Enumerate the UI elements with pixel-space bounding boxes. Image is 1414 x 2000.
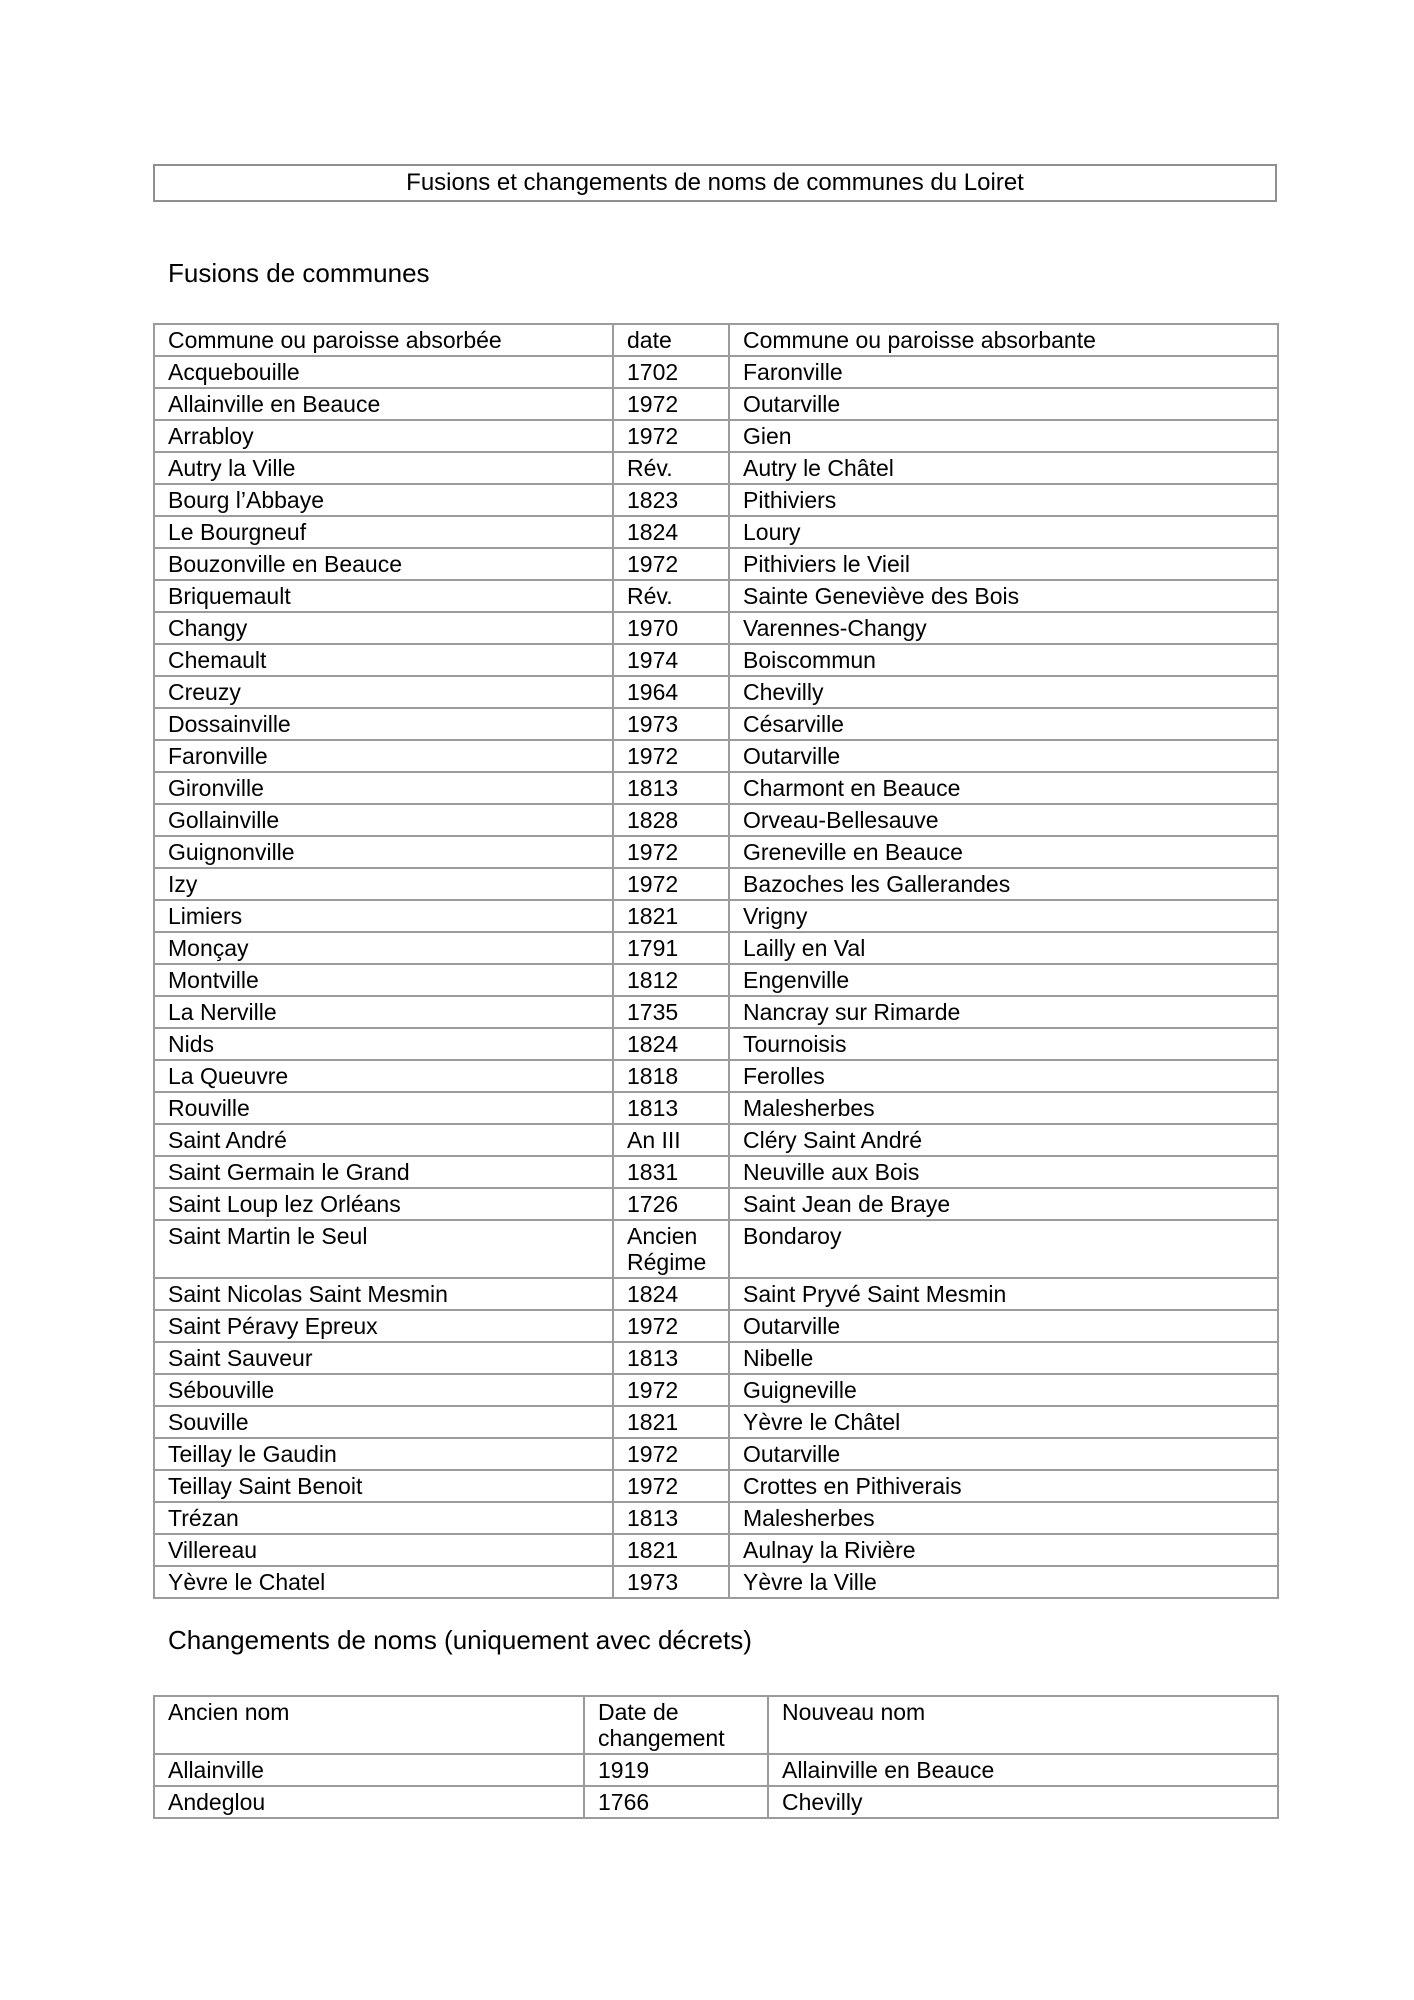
table-cell: Monçay bbox=[154, 932, 613, 964]
table-cell: Acquebouille bbox=[154, 356, 613, 388]
table-cell: Yèvre le Châtel bbox=[729, 1406, 1278, 1438]
table-cell: La Queuvre bbox=[154, 1060, 613, 1092]
table-row bbox=[154, 1754, 1278, 1786]
table-row bbox=[154, 1060, 1278, 1092]
table-cell: Engenville bbox=[729, 964, 1278, 996]
table-cell: Arrabloy bbox=[154, 420, 613, 452]
table-cell: Briquemault bbox=[154, 580, 613, 612]
section-heading-fusions: Fusions de communes bbox=[168, 258, 430, 288]
table-cell: Bazoches les Gallerandes bbox=[729, 868, 1278, 900]
table-cell: Saint Germain le Grand bbox=[154, 1156, 613, 1188]
table-cell: Autry le Châtel bbox=[729, 452, 1278, 484]
table-cell: Creuzy bbox=[154, 676, 613, 708]
table-cell: Gollainville bbox=[154, 804, 613, 836]
table-row bbox=[154, 484, 1278, 516]
table-cell: Saint Péravy Epreux bbox=[154, 1310, 613, 1342]
table-cell: 1972 bbox=[613, 868, 729, 900]
table-cell: Izy bbox=[154, 868, 613, 900]
table-row bbox=[154, 1374, 1278, 1406]
table-cell: Limiers bbox=[154, 900, 613, 932]
table-cell: Lailly en Val bbox=[729, 932, 1278, 964]
section-heading-changements: Changements de noms (uniquement avec décrets) bbox=[168, 1625, 752, 1655]
table-cell: Gironville bbox=[154, 772, 613, 804]
table-cell: Outarville bbox=[729, 1310, 1278, 1342]
document-title: Fusions et changements de noms de communes du Loiret bbox=[406, 169, 1024, 196]
table-row bbox=[154, 996, 1278, 1028]
table-cell: Bouzonville en Beauce bbox=[154, 548, 613, 580]
table-cell: 1972 bbox=[613, 1470, 729, 1502]
table-row bbox=[154, 1028, 1278, 1060]
table-row bbox=[154, 1124, 1278, 1156]
table-row bbox=[154, 580, 1278, 612]
table-cell: Chevilly bbox=[768, 1786, 1278, 1818]
column-header-change-date: Date de changement bbox=[584, 1696, 768, 1754]
table-row bbox=[154, 1406, 1278, 1438]
table-cell: 1972 bbox=[613, 1438, 729, 1470]
table-cell: 1974 bbox=[613, 644, 729, 676]
table-cell: Rouville bbox=[154, 1092, 613, 1124]
table-cell: 1972 bbox=[613, 420, 729, 452]
table-cell: Outarville bbox=[729, 740, 1278, 772]
table-cell: Outarville bbox=[729, 1438, 1278, 1470]
table-row bbox=[154, 548, 1278, 580]
table-row bbox=[154, 1310, 1278, 1342]
table-cell: 1813 bbox=[613, 772, 729, 804]
table-cell: 1970 bbox=[613, 612, 729, 644]
table-cell: 1824 bbox=[613, 1278, 729, 1310]
table-row bbox=[154, 644, 1278, 676]
table-cell: Saint Nicolas Saint Mesmin bbox=[154, 1278, 613, 1310]
table-cell: Saint Pryvé Saint Mesmin bbox=[729, 1278, 1278, 1310]
column-header-absorbed-commune: Commune ou paroisse absorbée bbox=[154, 324, 613, 356]
table-cell: An III bbox=[613, 1124, 729, 1156]
table-cell: 1972 bbox=[613, 548, 729, 580]
table-row bbox=[154, 388, 1278, 420]
table-cell: Dossainville bbox=[154, 708, 613, 740]
table-row bbox=[154, 420, 1278, 452]
table-row bbox=[154, 516, 1278, 548]
document-title-box bbox=[153, 164, 1277, 202]
table-header-row bbox=[154, 1696, 1278, 1754]
table-cell: Yèvre le Chatel bbox=[154, 1566, 613, 1598]
table-cell: 1972 bbox=[613, 1310, 729, 1342]
table-row bbox=[154, 804, 1278, 836]
table-cell: Tournoisis bbox=[729, 1028, 1278, 1060]
table-cell: 1791 bbox=[613, 932, 729, 964]
table-row bbox=[154, 1786, 1278, 1818]
table-row bbox=[154, 676, 1278, 708]
table-cell: Teillay Saint Benoit bbox=[154, 1470, 613, 1502]
changements-table-body bbox=[154, 1754, 1278, 1818]
table-row bbox=[154, 772, 1278, 804]
table-cell: 1766 bbox=[584, 1786, 768, 1818]
table-cell: Saint Martin le Seul bbox=[154, 1220, 613, 1278]
column-header-date: date bbox=[613, 324, 729, 356]
table-cell: Orveau-Bellesauve bbox=[729, 804, 1278, 836]
table-cell: 1726 bbox=[613, 1188, 729, 1220]
table-row bbox=[154, 1278, 1278, 1310]
changements-table bbox=[153, 1695, 1279, 1819]
table-cell: 1973 bbox=[613, 708, 729, 740]
table-cell: 1813 bbox=[613, 1342, 729, 1374]
table-cell: 1972 bbox=[613, 836, 729, 868]
table-row bbox=[154, 964, 1278, 996]
table-cell: Autry la Ville bbox=[154, 452, 613, 484]
table-cell: Nibelle bbox=[729, 1342, 1278, 1374]
table-cell: Le Bourgneuf bbox=[154, 516, 613, 548]
fusions-table-body bbox=[154, 356, 1278, 1598]
table-cell: Charmont en Beauce bbox=[729, 772, 1278, 804]
table-row bbox=[154, 740, 1278, 772]
table-cell: Varennes-Changy bbox=[729, 612, 1278, 644]
table-cell: Bourg l’Abbaye bbox=[154, 484, 613, 516]
table-cell: 1702 bbox=[613, 356, 729, 388]
table-cell: 1821 bbox=[613, 1406, 729, 1438]
table-row bbox=[154, 452, 1278, 484]
table-cell: Faronville bbox=[729, 356, 1278, 388]
table-cell: 1831 bbox=[613, 1156, 729, 1188]
table-cell: Bondaroy bbox=[729, 1220, 1278, 1278]
table-cell: Boiscommun bbox=[729, 644, 1278, 676]
table-row bbox=[154, 1502, 1278, 1534]
table-cell: Neuville aux Bois bbox=[729, 1156, 1278, 1188]
table-cell: Teillay le Gaudin bbox=[154, 1438, 613, 1470]
table-cell: Villereau bbox=[154, 1534, 613, 1566]
table-row bbox=[154, 1092, 1278, 1124]
column-header-old-name: Ancien nom bbox=[154, 1696, 584, 1754]
table-cell: Sainte Geneviève des Bois bbox=[729, 580, 1278, 612]
table-cell: 1972 bbox=[613, 740, 729, 772]
table-cell: 1964 bbox=[613, 676, 729, 708]
table-row bbox=[154, 1188, 1278, 1220]
table-cell: Vrigny bbox=[729, 900, 1278, 932]
table-cell: Cléry Saint André bbox=[729, 1124, 1278, 1156]
table-cell: Chevilly bbox=[729, 676, 1278, 708]
table-cell: Loury bbox=[729, 516, 1278, 548]
table-row bbox=[154, 356, 1278, 388]
table-cell: 1821 bbox=[613, 900, 729, 932]
table-cell: 1972 bbox=[613, 388, 729, 420]
table-row bbox=[154, 612, 1278, 644]
table-cell: Césarville bbox=[729, 708, 1278, 740]
table-cell: Ancien Régime bbox=[613, 1220, 729, 1278]
table-cell: 1824 bbox=[613, 1028, 729, 1060]
table-cell: Rév. bbox=[613, 580, 729, 612]
table-cell: Aulnay la Rivière bbox=[729, 1534, 1278, 1566]
table-row bbox=[154, 836, 1278, 868]
table-cell: Guigneville bbox=[729, 1374, 1278, 1406]
table-cell: 1972 bbox=[613, 1374, 729, 1406]
table-cell: 1812 bbox=[613, 964, 729, 996]
table-cell: 1823 bbox=[613, 484, 729, 516]
table-cell: Andeglou bbox=[154, 1786, 584, 1818]
table-row bbox=[154, 1342, 1278, 1374]
table-cell: Malesherbes bbox=[729, 1092, 1278, 1124]
table-cell: Yèvre la Ville bbox=[729, 1566, 1278, 1598]
table-cell: 1735 bbox=[613, 996, 729, 1028]
table-cell: Gien bbox=[729, 420, 1278, 452]
table-row bbox=[154, 1220, 1278, 1278]
table-row bbox=[154, 1566, 1278, 1598]
table-cell: Souville bbox=[154, 1406, 613, 1438]
table-row bbox=[154, 868, 1278, 900]
table-cell: Outarville bbox=[729, 388, 1278, 420]
table-cell: Guignonville bbox=[154, 836, 613, 868]
table-cell: Montville bbox=[154, 964, 613, 996]
table-cell: La Nerville bbox=[154, 996, 613, 1028]
fusions-table bbox=[153, 323, 1279, 1599]
column-header-new-name: Nouveau nom bbox=[768, 1696, 1278, 1754]
table-cell: Pithiviers le Vieil bbox=[729, 548, 1278, 580]
table-row bbox=[154, 1534, 1278, 1566]
table-cell: Chemault bbox=[154, 644, 613, 676]
table-cell: Saint Loup lez Orléans bbox=[154, 1188, 613, 1220]
table-cell: Saint Sauveur bbox=[154, 1342, 613, 1374]
table-row bbox=[154, 900, 1278, 932]
table-cell: Trézan bbox=[154, 1502, 613, 1534]
table-cell: Allainville bbox=[154, 1754, 584, 1786]
table-cell: 1821 bbox=[613, 1534, 729, 1566]
table-cell: Sébouville bbox=[154, 1374, 613, 1406]
table-row bbox=[154, 1470, 1278, 1502]
table-cell: Greneville en Beauce bbox=[729, 836, 1278, 868]
table-cell: 1813 bbox=[613, 1502, 729, 1534]
table-cell: Faronville bbox=[154, 740, 613, 772]
table-row bbox=[154, 708, 1278, 740]
table-cell: Ferolles bbox=[729, 1060, 1278, 1092]
table-cell: Saint André bbox=[154, 1124, 613, 1156]
table-header-row bbox=[154, 324, 1278, 356]
table-cell: 1828 bbox=[613, 804, 729, 836]
table-cell: 1919 bbox=[584, 1754, 768, 1786]
table-row bbox=[154, 1156, 1278, 1188]
table-cell: Malesherbes bbox=[729, 1502, 1278, 1534]
column-header-absorbing-commune: Commune ou paroisse absorbante bbox=[729, 324, 1278, 356]
table-cell: Changy bbox=[154, 612, 613, 644]
table-cell: Pithiviers bbox=[729, 484, 1278, 516]
table-row bbox=[154, 1438, 1278, 1470]
table-cell: Allainville en Beauce bbox=[768, 1754, 1278, 1786]
table-cell: Nancray sur Rimarde bbox=[729, 996, 1278, 1028]
table-cell: 1824 bbox=[613, 516, 729, 548]
table-cell: Crottes en Pithiverais bbox=[729, 1470, 1278, 1502]
table-cell: Rév. bbox=[613, 452, 729, 484]
table-cell: Allainville en Beauce bbox=[154, 388, 613, 420]
table-cell: Nids bbox=[154, 1028, 613, 1060]
table-row bbox=[154, 932, 1278, 964]
table-cell: Saint Jean de Braye bbox=[729, 1188, 1278, 1220]
table-cell: 1973 bbox=[613, 1566, 729, 1598]
table-cell: 1818 bbox=[613, 1060, 729, 1092]
table-cell: 1813 bbox=[613, 1092, 729, 1124]
